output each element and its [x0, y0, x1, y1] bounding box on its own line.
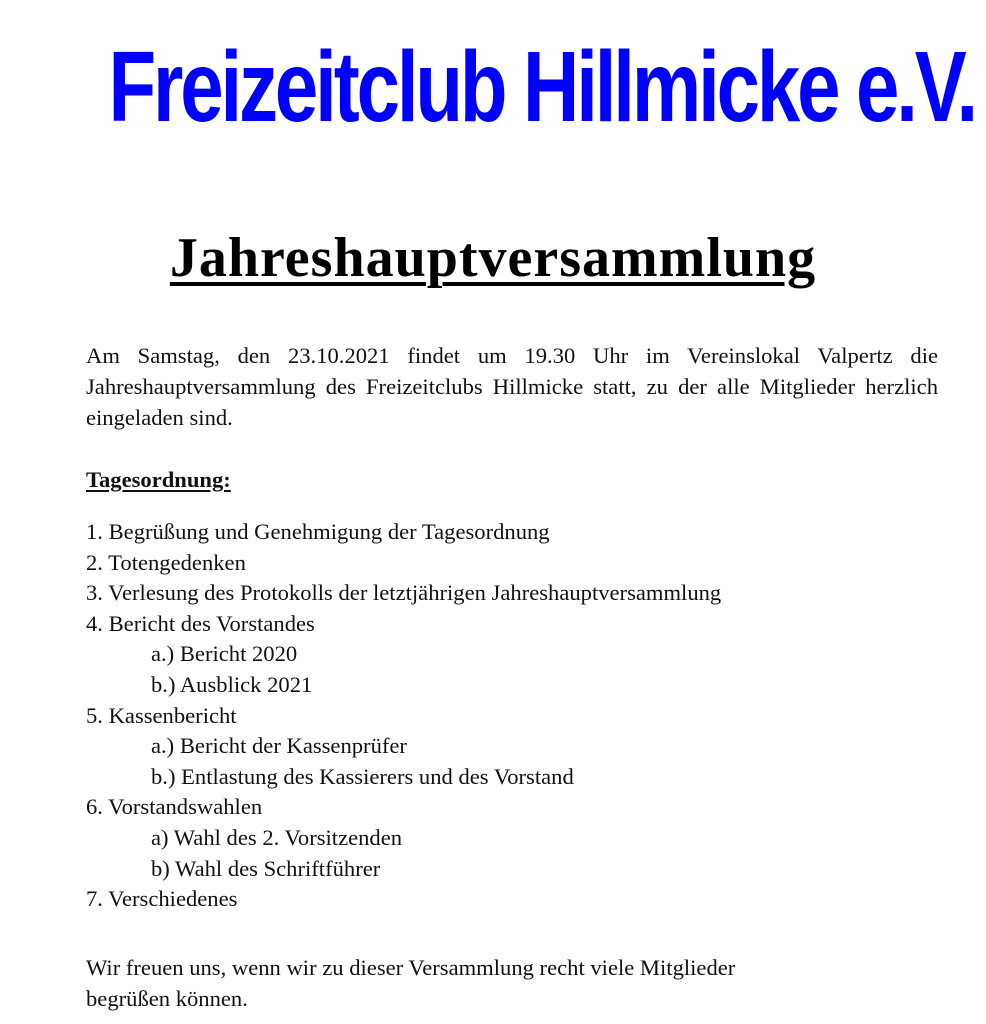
- agenda-item-4: 4. Bericht des Vorstandes: [86, 610, 315, 636]
- agenda-item-5: 5. Kassenbericht: [86, 702, 237, 728]
- club-title: Freizeitclub Hillmicke e.V.: [108, 31, 976, 143]
- agenda-item-7: 7. Verschiedenes: [86, 886, 238, 912]
- agenda-subitem-5b: b.) Entlastung des Kassierers und des Vorstand: [151, 763, 574, 789]
- closing-line-2: begrüßen können.: [86, 986, 248, 1011]
- agenda-item-6: 6. Vorstandswahlen: [86, 794, 263, 820]
- agenda-list: [86, 517, 946, 915]
- agenda-subitem-5a: a.) Bericht der Kassenprüfer: [151, 733, 407, 759]
- agenda-item-1: 1. Begrüßung und Genehmigung der Tagesordnung: [86, 519, 550, 544]
- document-title: Jahreshauptversammlung: [169, 227, 817, 289]
- agenda-subitem-6a: a) Wahl des 2. Vorsitzenden: [151, 824, 403, 850]
- agenda-item-2: 2. Totengedenken: [86, 549, 246, 575]
- intro-paragraph: Am Samstag, den 23.10.2021 findet um 19.30 Uhr im Vereinslokal Valpertz die Jahreshauptversammlung des Freizeitclubs Hillmicke statt, zu der alle Mitglieder herzlich eingeladen sind.: [86, 343, 938, 430]
- agenda-item-3: 3. Verlesung des Protokolls der letztjährigen Jahreshauptversammlung: [86, 580, 722, 606]
- agenda-subitem-4a: a.) Bericht 2020: [151, 641, 298, 667]
- closing-paragraph: [86, 952, 938, 1014]
- agenda-subitem-6b: b) Wahl des Schriftführer: [151, 855, 381, 881]
- closing-line-1: Wir freuen uns, wenn wir zu dieser Versammlung recht viele Mitglieder: [86, 955, 736, 980]
- agenda-heading: Tagesordnung:: [86, 467, 231, 492]
- agenda-subitem-4b: b.) Ausblick 2021: [151, 671, 313, 697]
